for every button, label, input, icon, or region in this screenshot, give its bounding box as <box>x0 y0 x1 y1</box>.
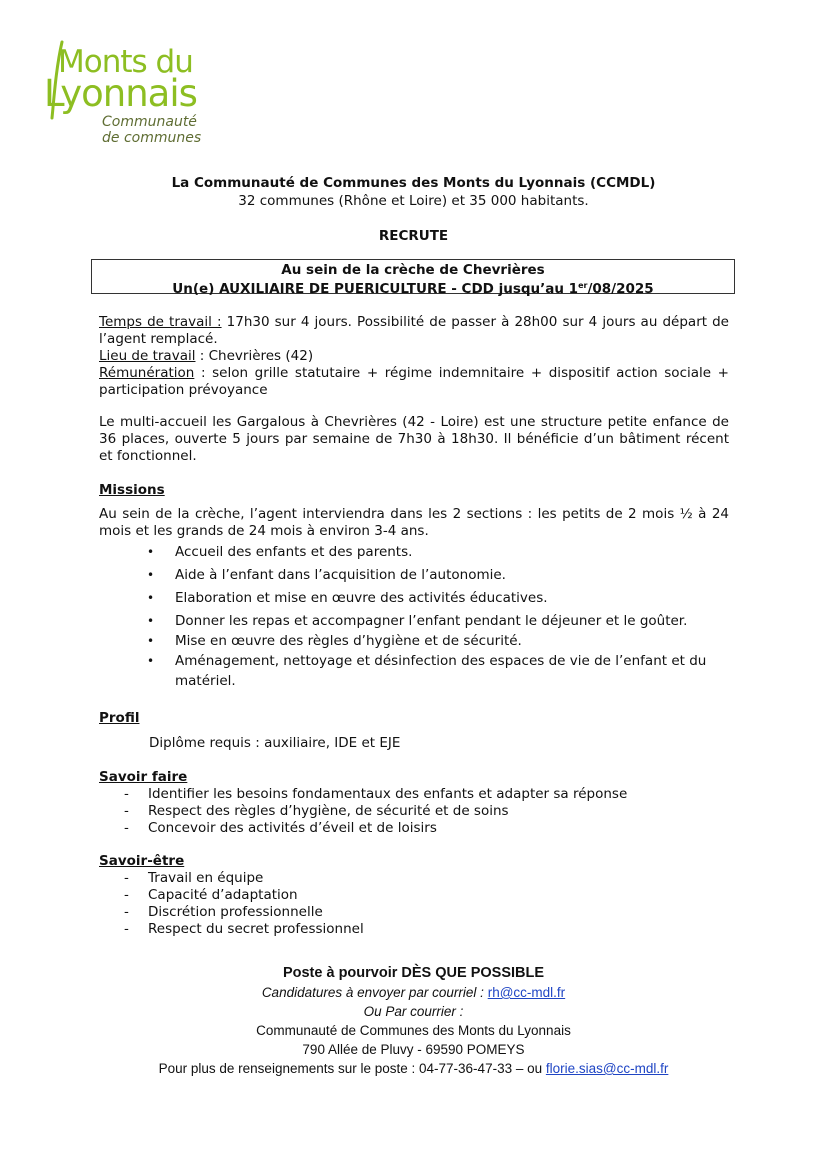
post-title-date: /08/2025 <box>587 281 654 297</box>
list-item: • Aide à l’enfant dans l’acquisition de l’autonomie. <box>99 565 729 585</box>
missions-intro: Au sein de la crèche, l’agent interviendra dans les 2 sections : les petits de 2 mois ½ à 24 mois et les grands de 24 mois à environ 3-4 ans. <box>99 506 729 539</box>
profil-heading: Profil <box>99 710 140 726</box>
temps-value: 17h30 sur 4 jours. Possibilité de passer à 28h00 sur 4 jours au départ de l’agent remplacé. <box>99 314 729 347</box>
footer-block <box>0 964 827 1078</box>
list-item: - Respect des règles d’hygiène, de sécurité et de soins <box>99 803 699 820</box>
profil-text: Diplôme requis : auxiliaire, IDE et EJE <box>149 735 401 751</box>
savoir-etre-list <box>99 870 699 938</box>
list-item: - Concevoir des activités d’éveil et de loisirs <box>99 820 699 837</box>
list-item: - Travail en équipe <box>99 870 699 887</box>
info-text: Pour plus de renseignements sur le poste : 04-77-36-47-33 – ou <box>158 1061 543 1076</box>
organisation-title: La Communauté de Communes des Monts du Lyonnais (CCMDL) <box>171 175 656 191</box>
list-item: - Respect du secret professionnel <box>99 921 699 938</box>
list-item: - Identifier les besoins fondamentaux des enfants et adapter sa réponse <box>99 786 699 803</box>
candidatures-line <box>0 983 827 1002</box>
temps-de-travail <box>99 314 729 348</box>
temps-label: Temps de travail : <box>99 314 222 330</box>
post-title-main: Un(e) AUXILIAIRE DE PUERICULTURE - CDD jusqu’au 1 <box>172 281 579 297</box>
remuneration-value: : selon grille statutaire + régime indemnitaire + dispositif action sociale + participation prévoyance <box>99 365 729 398</box>
remuneration <box>99 365 729 399</box>
postal-address: 790 Allée de Pluvy - 69590 POMEYS <box>302 1042 525 1057</box>
organisation-name: Communauté de Communes des Monts du Lyonnais <box>256 1023 571 1038</box>
conditions-block <box>99 314 729 399</box>
post-title-sup: er <box>578 281 588 290</box>
post-title-box <box>91 259 735 297</box>
lieu-value: : Chevrières (42) <box>195 348 314 364</box>
logo-line-communaute: Communauté <box>102 114 197 130</box>
organisation-subtitle: 32 communes (Rhône et Loire) et 35 000 habitants. <box>238 193 589 209</box>
post-location: Au sein de la crèche de Chevrières <box>281 262 545 278</box>
list-item: - Capacité d’adaptation <box>99 887 699 904</box>
lieu-label: Lieu de travail <box>99 348 196 364</box>
courrier-line: Ou Par courrier : <box>363 1004 464 1019</box>
email-link[interactable]: rh@cc-mdl.fr <box>487 985 566 1000</box>
list-item: • Aménagement, nettoyage et désinfection des espaces de vie de l’enfant et du matériel. <box>99 651 735 691</box>
candidatures-text: Candidatures à envoyer par courriel : <box>261 985 484 1000</box>
list-item: - Discrétion professionnelle <box>99 904 699 921</box>
list-item: • Accueil des enfants et des parents. <box>99 542 729 562</box>
list-item: • Elaboration et mise en œuvre des activités éducatives. <box>99 588 729 608</box>
savoir-etre-heading: Savoir-être <box>99 853 185 869</box>
recrute-heading: RECRUTE <box>378 228 449 244</box>
savoir-faire-list <box>99 786 699 837</box>
missions-heading: Missions <box>99 482 165 498</box>
list-item: • Mise en œuvre des règles d’hygiène et de sécurité. <box>99 631 729 651</box>
list-item: • Donner les repas et accompagner l’enfant pendant le déjeuner et le goûter. <box>99 611 729 631</box>
logo-line-de-communes: de communes <box>102 130 202 146</box>
logo-line-lyonnais: Lyonnais <box>44 72 197 115</box>
contact-email-link[interactable]: florie.sias@cc-mdl.fr <box>545 1061 669 1076</box>
lieu-de-travail <box>99 348 729 365</box>
savoir-faire-heading: Savoir faire <box>99 769 188 785</box>
ccmdl-logo <box>40 38 250 150</box>
poste-a-pourvoir: Poste à pourvoir DÈS QUE POSSIBLE <box>282 965 545 981</box>
logo-line-monts: Monts du <box>58 44 193 80</box>
missions-list <box>99 542 729 691</box>
post-title <box>92 278 734 297</box>
info-line <box>0 1059 827 1078</box>
structure-description: Le multi-accueil les Gargalous à Chevrières (42 - Loire) est une structure petite enfance de 36 places, ouverte 5 jours par semaine de 7h30 à 18h30. Il bénéficie d’un bâtiment récent et fonctionnel. <box>99 414 729 464</box>
remuneration-label: Rémunération <box>99 365 195 381</box>
